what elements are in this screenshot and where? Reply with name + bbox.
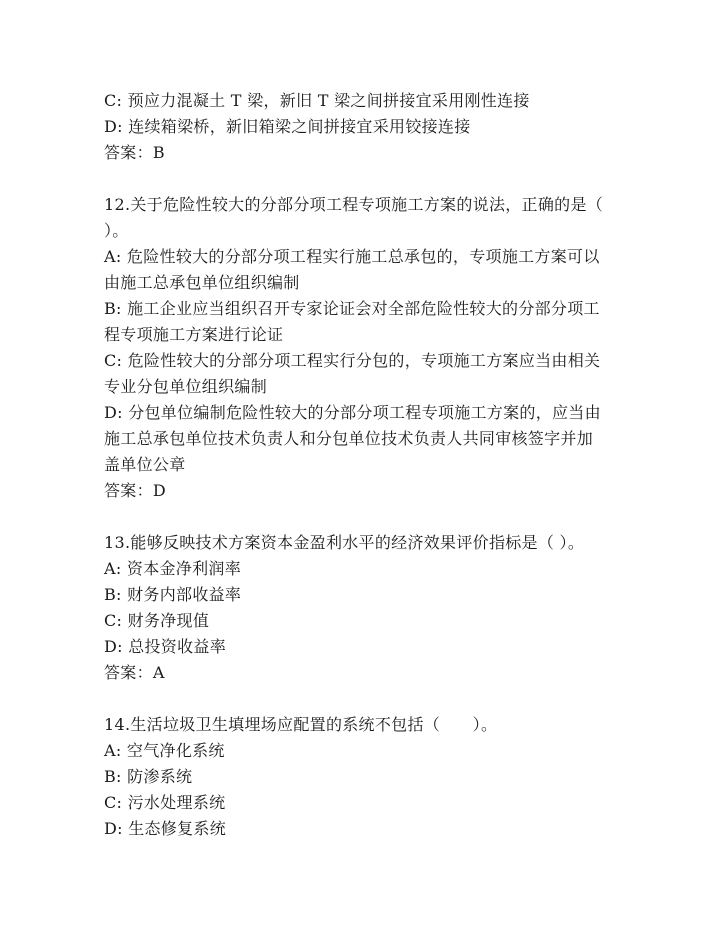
q12-option-a-line2: 由施工总承包单位组织编制 — [104, 273, 300, 292]
q12-stem-line1: 12.关于危险性较大的分部分项工程专项施工方案的说法，正确的是（ — [104, 195, 604, 214]
spacer — [104, 504, 624, 530]
q12-option-b-line1: B: 施工企业应当组织召开专家论证会对全部危险性较大的分部分项工 — [104, 299, 600, 318]
q14-stem: 14.生活垃圾卫生填埋场应配置的系统不包括（ ）。 — [104, 715, 498, 734]
q12-option-b-line2: 程专项施工方案进行论证 — [104, 325, 284, 344]
q12-option-c-line2: 专业分包单位组织编制 — [104, 377, 268, 396]
q13-option-b: B: 财务内部收益率 — [104, 585, 242, 604]
q13-option-a: A: 资本金净利润率 — [104, 559, 242, 578]
q13-option-d: D: 总投资收益率 — [104, 637, 227, 656]
q11-answer: 答案：B — [104, 143, 165, 162]
spacer — [104, 686, 624, 712]
q14-option-d: D: 生态修复系统 — [104, 819, 227, 838]
q12-option-c-line1: C: 危险性较大的分部分项工程实行分包的，专项施工方案应当由相关 — [104, 351, 601, 370]
q11-option-c: C: 预应力混凝土 T 梁，新旧 T 梁之间拼接宜采用刚性连接 — [104, 91, 530, 110]
q11-option-d: D: 连续箱梁桥，新旧箱梁之间拼接宜采用铰接连接 — [104, 117, 471, 136]
q12-option-d-line3: 盖单位公章 — [104, 455, 186, 474]
document-page — [104, 88, 624, 842]
q14-option-a: A: 空气净化系统 — [104, 741, 225, 760]
q12-answer: 答案：D — [104, 481, 167, 500]
spacer — [104, 166, 624, 192]
q13-stem: 13.能够反映技术方案资本金盈利水平的经济效果评价指标是（ ）。 — [104, 533, 585, 552]
q12-option-d-line2: 施工总承包单位技术负责人和分包单位技术负责人共同审核签字并加 — [104, 429, 594, 448]
q14-option-b: B: 防渗系统 — [104, 767, 193, 786]
q13-answer: 答案：A — [104, 663, 165, 682]
q14-option-c: C: 污水处理系统 — [104, 793, 226, 812]
q12-option-a-line1: A: 危险性较大的分部分项工程实行施工总承包的，专项施工方案可以 — [104, 247, 600, 266]
q13-option-c: C: 财务净现值 — [104, 611, 210, 630]
q12-stem-line2: ）。 — [104, 221, 129, 240]
q12-option-d-line1: D: 分包单位编制危险性较大的分部分项工程专项施工方案的，应当由 — [104, 403, 601, 422]
